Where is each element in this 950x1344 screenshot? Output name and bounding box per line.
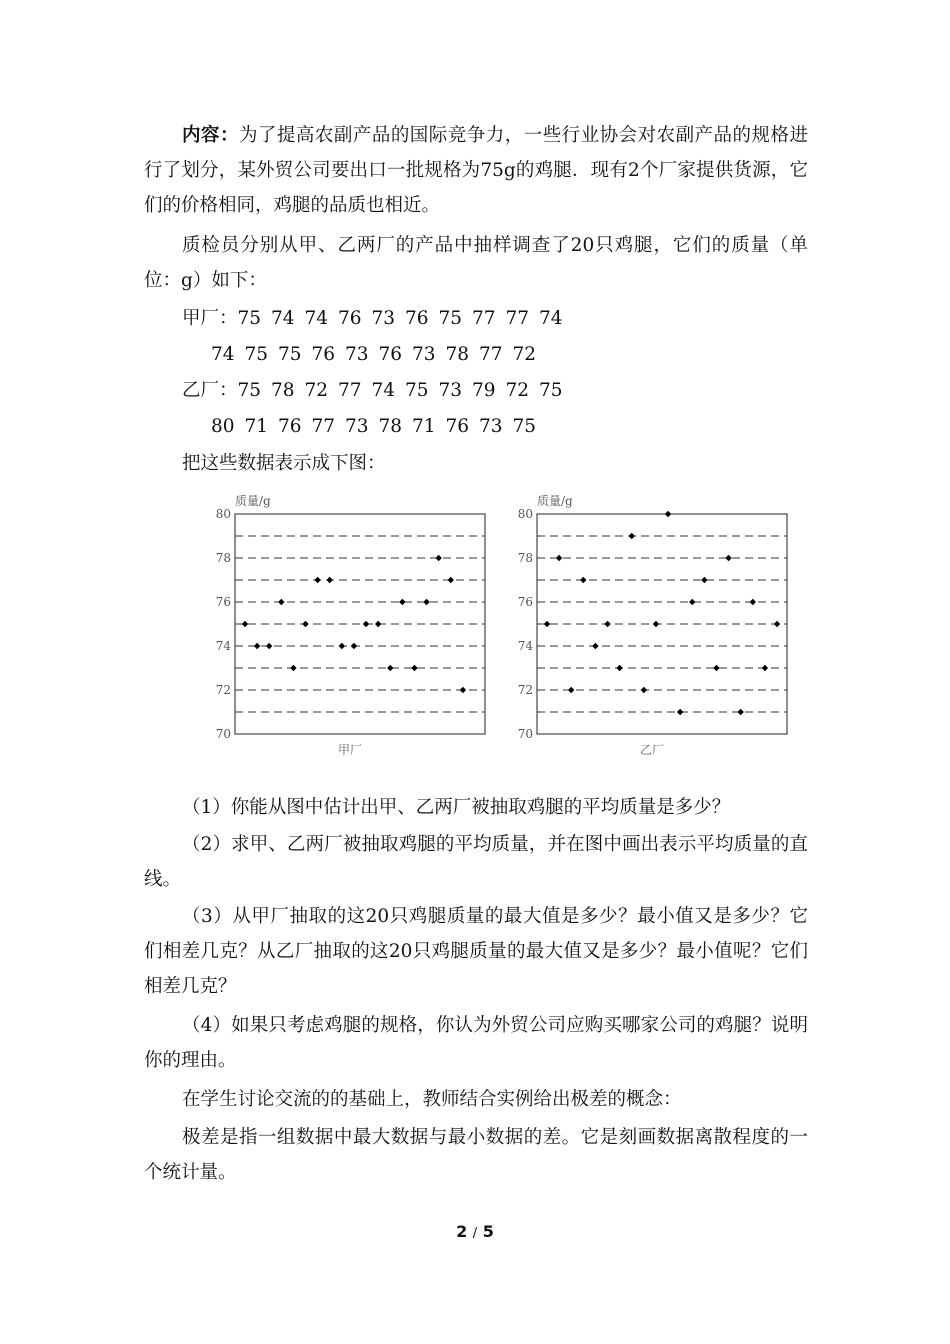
discussion-paragraph: 在学生讨论交流的的基础上，教师结合实例给出极差的概念： <box>182 1089 682 1110</box>
y-tick-label: 80 <box>215 507 231 521</box>
data-value: 76 <box>445 416 470 437</box>
data-point <box>460 687 466 693</box>
data-point <box>713 665 719 671</box>
data-point <box>387 665 393 671</box>
data-value: 76 <box>378 344 403 365</box>
y-tick-label: 78 <box>517 551 533 565</box>
data-value: 76 <box>405 308 429 329</box>
data-value: 71 <box>412 416 436 437</box>
data-point <box>677 709 683 715</box>
factory-a-row-1 <box>182 301 573 336</box>
data-point <box>556 555 562 561</box>
data-value: 76 <box>311 344 336 365</box>
question-4: （4）如果只考虑鸡腿的规格，你认为外贸公司应购买哪家公司的鸡腿？说明你的理由。 <box>144 1015 808 1071</box>
data-point <box>302 621 308 627</box>
data-point <box>568 687 574 693</box>
data-point <box>363 621 369 627</box>
data-point <box>762 665 768 671</box>
data-point <box>665 511 671 517</box>
data-value: 75 <box>512 416 537 437</box>
data-point <box>254 643 260 649</box>
data-point <box>278 599 284 605</box>
data-value: 77 <box>505 308 530 329</box>
y-tick-label: 72 <box>517 683 533 697</box>
data-value: 75 <box>237 380 262 401</box>
x-axis-label: 乙厂 <box>639 743 665 757</box>
y-tick-label: 80 <box>517 507 533 521</box>
data-value: 73 <box>371 308 396 329</box>
survey-paragraph: 质检员分别从甲、乙两厂的产品中抽样调查了20只鸡腿，它们的质量（单位：g）如下： <box>144 235 808 291</box>
data-point <box>641 687 647 693</box>
question-3: （3）从甲厂抽取的这20只鸡腿质量的最大值是多少？最小值又是多少？它们相差几克？从乙厂抽取的这20只鸡腿质量的最大值又是多少？最小值呢？它们相差几克？ <box>144 906 808 997</box>
data-point <box>242 621 248 627</box>
data-point <box>580 577 586 583</box>
figure-intro: 把这些数据表示成下图： <box>182 453 386 474</box>
y-tick-label: 76 <box>215 595 231 609</box>
y-tick-label: 70 <box>517 727 533 741</box>
definition-paragraph: 极差是指一组数据中最大数据与最小数据的差。它是刻画数据离散程度的一个统计量。 <box>144 1127 808 1183</box>
data-point <box>592 643 598 649</box>
question-1: （1）你能从图中估计出甲、乙两厂被抽取鸡腿的平均质量是多少？ <box>182 797 731 818</box>
data-value: 75 <box>237 308 262 329</box>
y-axis-label: 质量/g <box>537 494 573 508</box>
data-value: 78 <box>445 344 470 365</box>
data-point <box>423 599 429 605</box>
data-point <box>339 643 345 649</box>
data-value: 73 <box>412 344 436 365</box>
data-point <box>448 577 454 583</box>
data-value: 73 <box>479 416 503 437</box>
data-point <box>327 577 333 583</box>
y-axis-label: 质量/g <box>235 494 271 508</box>
data-value: 73 <box>438 380 463 401</box>
data-point <box>750 599 756 605</box>
data-value: 74 <box>211 344 235 365</box>
data-point <box>411 665 417 671</box>
data-point <box>351 643 357 649</box>
data-point <box>737 709 743 715</box>
intro-label: 内容： <box>182 125 239 146</box>
data-value: 75 <box>438 308 463 329</box>
data-point <box>701 577 707 583</box>
data-point <box>604 621 610 627</box>
factory-b-row-1 <box>182 373 573 408</box>
intro-paragraph <box>144 118 808 223</box>
x-axis-label: 甲厂 <box>337 743 363 757</box>
data-value: 79 <box>472 380 496 401</box>
data-value: 77 <box>479 344 503 365</box>
data-value: 80 <box>211 416 235 437</box>
data-point <box>266 643 272 649</box>
data-value: 77 <box>311 416 336 437</box>
data-value: 75 <box>539 380 563 401</box>
y-tick-label: 74 <box>517 639 533 653</box>
y-tick-label: 78 <box>215 551 231 565</box>
page-total: 5 <box>482 1222 494 1241</box>
question-2: （2）求甲、乙两厂被抽取鸡腿的平均质量，并在图中画出表示平均质量的直线。 <box>144 834 808 890</box>
data-point <box>689 599 695 605</box>
data-point <box>290 665 296 671</box>
factory-a-row-2 <box>211 337 546 372</box>
page-current: 2 <box>456 1222 468 1241</box>
chart-factory-b <box>502 488 802 766</box>
data-value: 72 <box>304 380 329 401</box>
data-point <box>653 621 659 627</box>
factory-b-row-2 <box>211 409 546 444</box>
data-point <box>314 577 320 583</box>
data-value: 77 <box>338 380 362 401</box>
data-value: 74 <box>304 308 329 329</box>
data-value: 75 <box>278 344 302 365</box>
y-tick-label: 74 <box>215 639 231 653</box>
data-value: 74 <box>271 308 295 329</box>
factory-b-label: 乙厂： <box>182 380 238 401</box>
data-point <box>774 621 780 627</box>
y-tick-label: 72 <box>215 683 231 697</box>
data-point <box>399 599 405 605</box>
data-value: 72 <box>512 344 537 365</box>
data-value: 78 <box>271 380 295 401</box>
data-value: 73 <box>345 416 369 437</box>
data-value: 76 <box>278 416 302 437</box>
data-value: 72 <box>505 380 530 401</box>
y-tick-label: 70 <box>215 727 231 741</box>
page-number: 2 / 5 <box>456 1222 494 1241</box>
data-value: 78 <box>378 416 403 437</box>
data-point <box>725 555 731 561</box>
data-value: 77 <box>472 308 496 329</box>
data-value: 71 <box>244 416 269 437</box>
data-value: 76 <box>338 308 362 329</box>
data-value: 74 <box>371 380 396 401</box>
data-point <box>616 665 622 671</box>
data-value: 74 <box>539 308 563 329</box>
data-value: 73 <box>345 344 369 365</box>
data-value: 75 <box>405 380 429 401</box>
data-point <box>435 555 441 561</box>
data-point <box>375 621 381 627</box>
data-point <box>544 621 550 627</box>
data-value: 75 <box>244 344 269 365</box>
y-tick-label: 76 <box>517 595 533 609</box>
factory-a-label: 甲厂： <box>182 308 238 329</box>
intro-text: 为了提高农副产品的国际竞争力，一些行业协会对农副产品的规格进行了划分，某外贸公司要出口一批规格为75g的鸡腿．现有2个厂家提供货源，它们的价格相同，鸡腿的品质也相近。 <box>144 125 808 216</box>
data-point <box>629 533 635 539</box>
chart-factory-a <box>200 488 500 766</box>
